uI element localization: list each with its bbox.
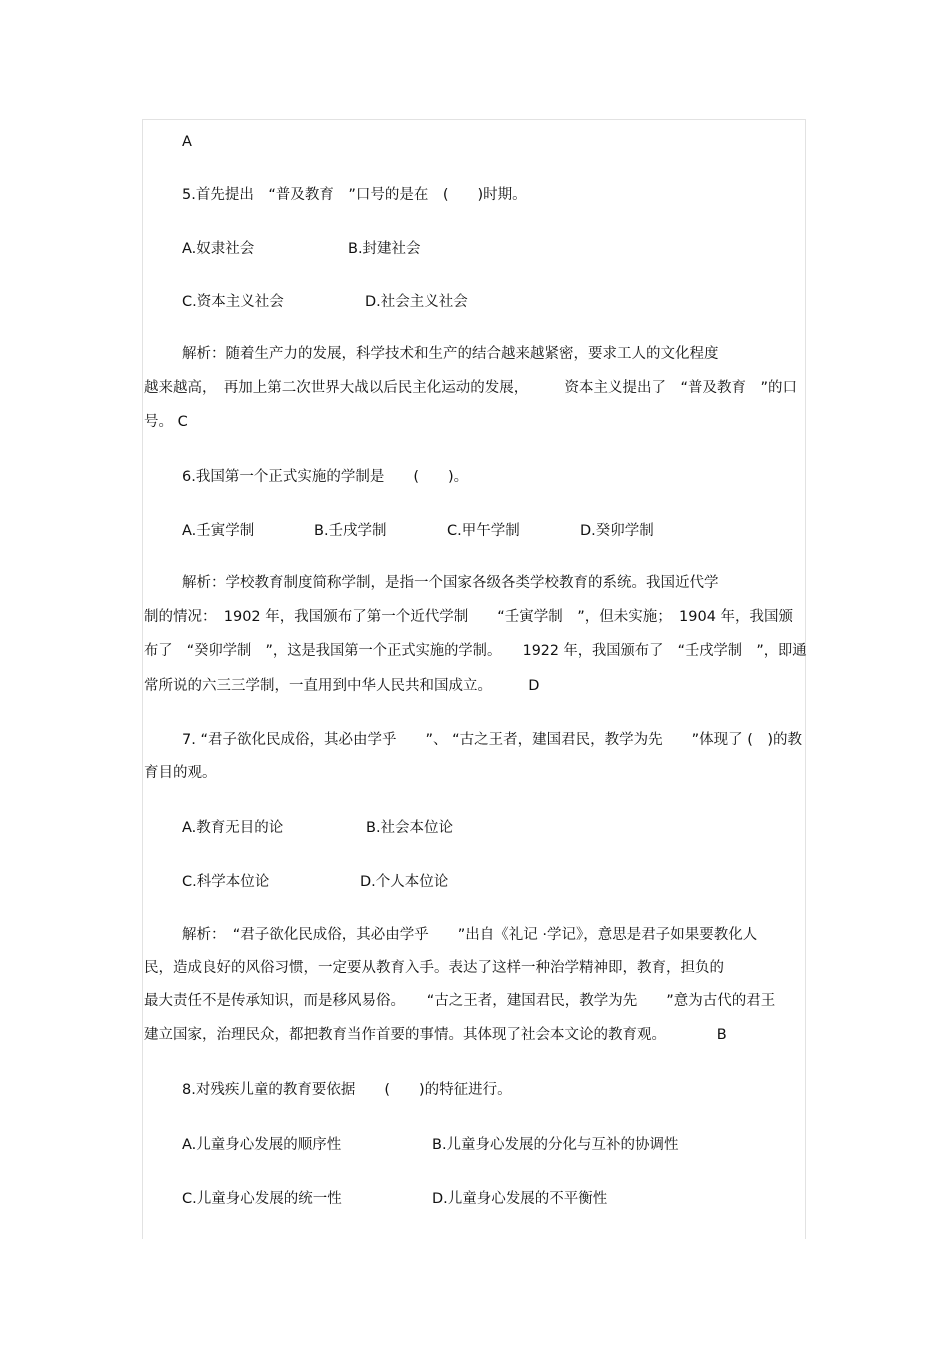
q5-analysis-line: 越来越高， 再加上第二次世界大战以后民主化运动的发展， 资本主义提出了 “普及教育 ”的口	[144, 380, 798, 396]
q5-option-b: B.封建社会	[348, 241, 421, 257]
q7-analysis-line: 民，造成良好的风俗习惯，一定要从教育入手。表达了这样一种治学精神即，教育，担负的	[144, 960, 724, 976]
q7-option-c: C.科学本位论	[182, 874, 270, 890]
question-5: 5.首先提出 “普及教育 ”口号的是在 ( )时期。	[182, 187, 527, 203]
question-6: 6.我国第一个正式实施的学制是 ( )。	[182, 469, 469, 485]
question-7: 7. “君子欲化民成俗，其必由学乎 ”、 “古之王者，建国君民，教学为先 ”体现了 ( )的教	[182, 732, 803, 748]
previous-answer: A	[182, 134, 192, 150]
q8-option-d: D.儿童身心发展的不平衡性	[432, 1191, 608, 1207]
q7-analysis-line: 建立国家，治理民众，都把教育当作首要的事情。其体现了社会本文论的教育观。 B	[144, 1027, 727, 1043]
q6-analysis-line: 制的情况： 1902 年，我国颁布了第一个近代学制 “壬寅学制 ”，但未实施； 1904 年，我国颁	[144, 609, 794, 625]
question-7-cont: 育目的观。	[144, 765, 217, 781]
q7-option-b: B.社会本位论	[366, 820, 454, 836]
q5-option-c: C.资本主义社会	[182, 294, 284, 310]
q5-analysis-line: 解析：随着生产力的发展，科学技术和生产的结合越来越紧密，要求工人的文化程度	[182, 346, 719, 362]
q5-option-d: D.社会主义社会	[365, 294, 468, 310]
q7-analysis-line: 最大责任不是传承知识，而是移风易俗。 “古之王者，建国君民，教学为先 ”意为古代的君王	[144, 993, 776, 1009]
q8-option-c: C.儿童身心发展的统一性	[182, 1191, 342, 1207]
q7-analysis-line: 解析： “君子欲化民成俗，其必由学乎 ”出自《礼记 ·学记》，意思是君子如果要教化人	[182, 927, 758, 943]
question-8: 8.对残疾儿童的教育要依据 ( )的特征进行。	[182, 1082, 512, 1098]
q6-option-d: D.癸卯学制	[580, 523, 654, 539]
q8-option-a: A.儿童身心发展的顺序性	[182, 1137, 342, 1153]
q5-option-a: A.奴隶社会	[182, 241, 255, 257]
q7-option-d: D.个人本位论	[360, 874, 449, 890]
q6-option-c: C.甲午学制	[447, 523, 520, 539]
q6-analysis-line: 布了 “癸卯学制 ”，这是我国第一个正式实施的学制。 1922 年，我国颁布了 “壬戌学制 ”，即通	[144, 643, 807, 659]
q8-option-b: B.儿童身心发展的分化与互补的协调性	[432, 1137, 679, 1153]
q7-option-a: A.教育无目的论	[182, 820, 284, 836]
q6-option-a: A.壬寅学制	[182, 523, 255, 539]
q5-analysis-line: 号。 C	[144, 414, 188, 430]
q6-option-b: B.壬戌学制	[314, 523, 387, 539]
q6-analysis-line: 解析：学校教育制度简称学制，是指一个国家各级各类学校教育的系统。我国近代学	[182, 575, 719, 591]
q6-analysis-line: 常所说的六三三学制，一直用到中华人民共和国成立。 D	[144, 678, 540, 694]
